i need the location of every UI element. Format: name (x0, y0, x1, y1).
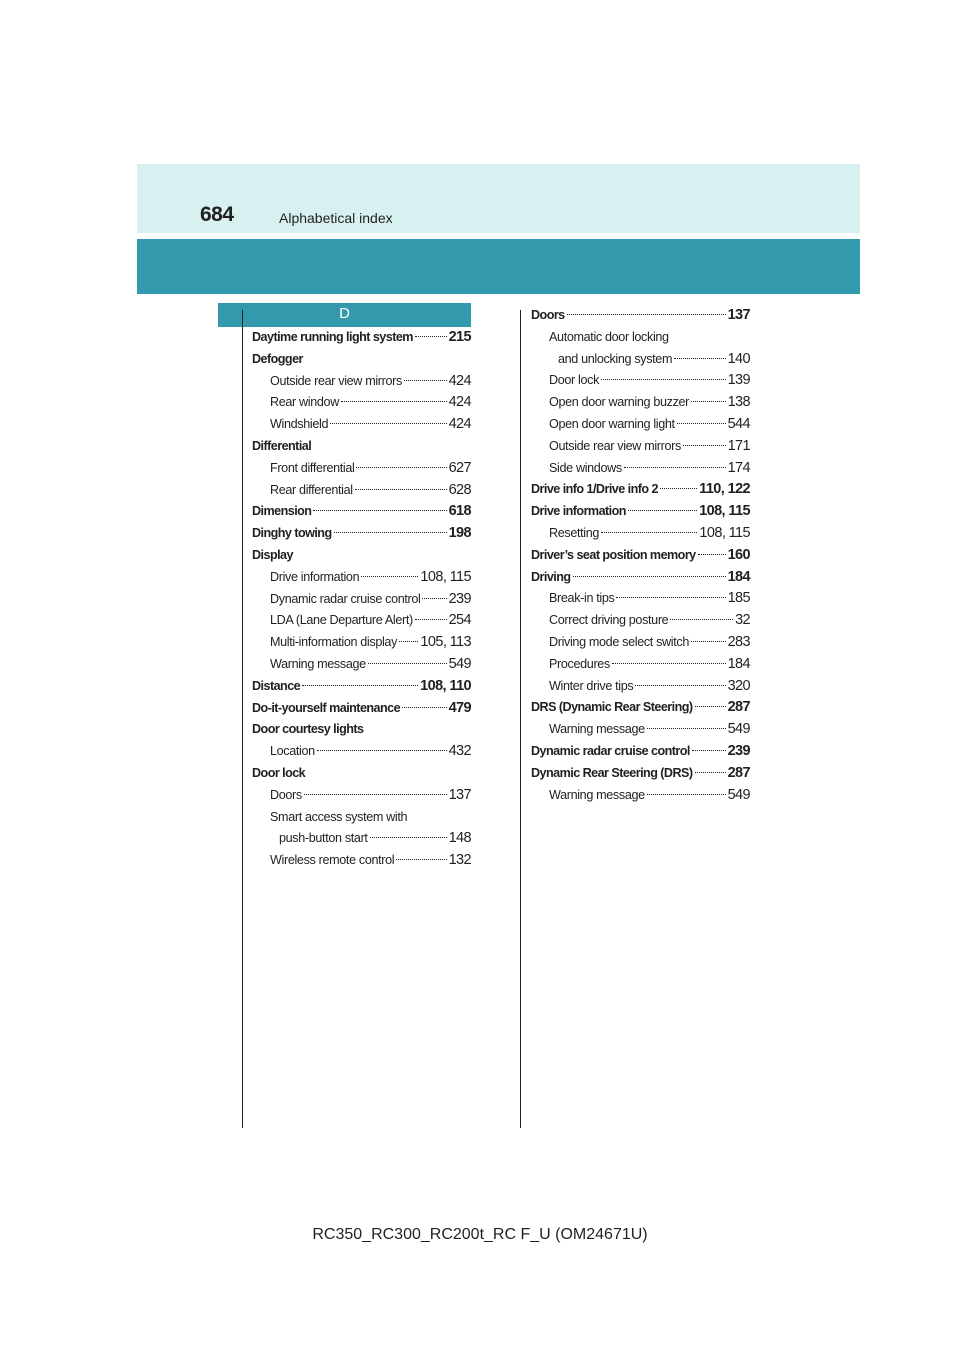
index-term: Smart access system with (270, 809, 408, 824)
index-term: Dinghy towing (252, 526, 332, 541)
index-entry (531, 567, 750, 589)
page-reference[interactable]: 148 (448, 830, 471, 847)
dot-leader (302, 685, 418, 686)
index-term: Doors (270, 787, 302, 802)
index-entry (531, 697, 750, 719)
dot-leader (601, 532, 697, 533)
dot-leader (334, 532, 447, 533)
index-term: Door lock (549, 373, 600, 388)
index-entry (252, 436, 471, 458)
index-term: Defogger (252, 351, 303, 366)
dot-leader (317, 750, 447, 751)
page-reference[interactable]: 171 (727, 437, 750, 454)
page-reference[interactable]: 320 (727, 677, 750, 694)
index-term: Drive info 1/Drive info 2 (531, 482, 658, 497)
page-title: Alphabetical index (279, 210, 393, 226)
index-entry (252, 349, 471, 371)
dot-leader (660, 488, 697, 489)
dot-leader (635, 685, 725, 686)
index-entry (531, 458, 750, 480)
index-term: Side windows (549, 460, 622, 475)
index-term: Dimension (252, 504, 312, 519)
index-term: Open door warning buzzer (549, 395, 690, 410)
index-entry (531, 414, 750, 436)
index-entry (531, 349, 750, 371)
index-term: Automatic door locking (549, 329, 669, 344)
dot-leader (612, 663, 726, 664)
index-term: and unlocking system (558, 351, 673, 366)
dot-leader (695, 772, 726, 773)
dot-leader (647, 794, 726, 795)
index-entry (252, 523, 471, 545)
index-term: Daytime running light system (252, 330, 413, 344)
page-reference[interactable]: 185 (727, 590, 750, 607)
index-term: Dynamic radar cruise control (531, 743, 690, 758)
page-reference[interactable]: 184 (727, 568, 750, 585)
index-term: Warning message (270, 656, 366, 671)
dot-leader (674, 358, 725, 359)
right-column-rule (520, 310, 521, 1128)
page-reference[interactable]: 137 (727, 307, 750, 323)
dot-leader (628, 510, 697, 511)
index-entry (531, 392, 750, 414)
index-term: Correct driving posture (549, 613, 669, 628)
dot-leader (356, 467, 446, 468)
dot-leader (683, 445, 726, 446)
page-reference[interactable]: 424 (448, 416, 471, 433)
dot-leader (341, 401, 447, 402)
index-entry (531, 654, 750, 676)
index-term: Distance (252, 678, 301, 693)
index-term: Driving (531, 569, 571, 584)
header-bar (137, 239, 860, 294)
page-reference[interactable]: 32 (735, 612, 750, 629)
index-term: LDA (Lane Departure Alert) (270, 613, 413, 628)
index-entry (531, 479, 750, 501)
page-reference[interactable]: 138 (727, 394, 750, 411)
index-term: Differential (252, 438, 312, 453)
index-term: Doors (531, 308, 565, 322)
page-reference[interactable]: 239 (727, 742, 750, 759)
index-entry (252, 654, 471, 676)
index-term: Resetting (549, 525, 600, 540)
index-entry (252, 480, 471, 502)
index-entry (252, 850, 471, 872)
page-reference[interactable]: 549 (448, 655, 471, 672)
index-entry (531, 676, 750, 698)
index-term: Rear window (270, 395, 339, 410)
dot-leader (313, 510, 446, 511)
left-column-rule (242, 310, 243, 1128)
header-band (137, 164, 860, 233)
index-term: Driving mode select switch (549, 634, 689, 649)
page-reference[interactable]: 544 (727, 415, 750, 432)
index-term: Outside rear view mirrors (270, 373, 402, 388)
dot-leader (567, 314, 726, 315)
dot-leader (573, 576, 726, 577)
page-reference[interactable]: 239 (448, 590, 471, 607)
footer-manual-code: RC350_RC300_RC200t_RC F_U (OM24671U) (312, 1226, 648, 1243)
index-term: Drive information (531, 504, 626, 519)
index-term: Open door warning light (549, 416, 675, 431)
index-entry (252, 458, 471, 480)
dot-leader (330, 423, 446, 424)
dot-leader (601, 379, 726, 380)
index-entry (252, 698, 471, 720)
index-term: Drive information (270, 569, 360, 584)
dot-leader (691, 401, 726, 402)
page-reference[interactable]: 215 (448, 329, 471, 345)
page-reference[interactable]: 110, 122 (699, 481, 750, 498)
index-term: Front differential (270, 460, 355, 475)
page-reference[interactable]: 140 (727, 350, 750, 367)
index-entry (252, 589, 471, 611)
index-entry (252, 632, 471, 654)
index-entry (531, 632, 750, 654)
index-term: Dynamic Rear Steering (DRS) (531, 765, 693, 780)
index-term: Dynamic radar cruise control (270, 591, 421, 606)
section-letter: D (218, 303, 471, 327)
dot-leader (616, 597, 725, 598)
index-term: push-button start (279, 831, 368, 846)
index-entry (531, 588, 750, 610)
index-entry (531, 785, 750, 807)
index-term: Procedures (549, 656, 610, 671)
page-reference[interactable]: 108, 115 (420, 568, 471, 585)
index-entry (531, 610, 750, 632)
index-entry (252, 676, 471, 698)
index-entry (252, 371, 471, 393)
index-term: Outside rear view mirrors (549, 438, 681, 453)
page-reference[interactable]: 628 (448, 481, 471, 498)
dot-leader (368, 663, 447, 664)
page-reference[interactable]: 108, 110 (420, 677, 471, 694)
index-entry (531, 523, 750, 545)
index-entry (252, 414, 471, 436)
index-term: Break-in tips (549, 591, 615, 606)
index-entry (252, 610, 471, 632)
page-reference[interactable]: 108, 115 (699, 503, 750, 520)
page-reference[interactable]: 424 (448, 372, 471, 389)
index-term: Do-it-yourself maintenance (252, 700, 401, 715)
index-term: Winter drive tips (549, 678, 634, 693)
dot-leader (677, 423, 726, 424)
index-entry (252, 392, 471, 414)
index-term: Rear differential (270, 482, 353, 497)
index-term: Multi-information display (270, 635, 398, 650)
page-reference[interactable]: 132 (448, 852, 471, 869)
index-term: Door lock (252, 765, 306, 780)
index-entry (531, 501, 750, 523)
index-entry (531, 436, 750, 458)
page-reference[interactable]: 283 (727, 633, 750, 650)
index-column-right (531, 305, 750, 806)
index-entry (531, 370, 750, 392)
index-entry (252, 828, 471, 850)
page-reference[interactable]: 254 (448, 612, 471, 629)
dot-leader (361, 576, 418, 577)
index-term: Wireless remote control (270, 853, 395, 868)
index-entry (252, 741, 471, 763)
index-entry (252, 501, 471, 523)
dot-leader (399, 641, 418, 642)
index-term: Driver’s seat position memory (531, 547, 696, 562)
dot-leader (402, 707, 447, 708)
page-reference[interactable]: 184 (727, 655, 750, 672)
page-reference[interactable]: 198 (448, 525, 471, 542)
index-entry (531, 327, 750, 349)
dot-leader (624, 467, 726, 468)
dot-leader (396, 859, 446, 860)
index-term: DRS (Dynamic Rear Steering) (531, 700, 693, 715)
dot-leader (370, 837, 447, 838)
dot-leader (355, 489, 447, 490)
index-entry (252, 785, 471, 807)
dot-leader (670, 619, 733, 620)
index-entry (252, 719, 471, 741)
page-reference[interactable]: 137 (448, 786, 471, 803)
dot-leader (695, 706, 726, 707)
index-entry (252, 327, 471, 349)
page-reference[interactable]: 627 (448, 459, 471, 476)
dot-leader (698, 554, 726, 555)
dot-leader (304, 794, 447, 795)
page-reference[interactable]: 287 (727, 699, 750, 716)
page-reference[interactable]: 479 (448, 699, 471, 716)
page-reference[interactable]: 287 (727, 764, 750, 781)
dot-leader (422, 598, 446, 599)
index-term: Windshield (270, 417, 329, 432)
page-reference[interactable]: 160 (727, 546, 750, 563)
page-reference[interactable]: 139 (727, 372, 750, 389)
index-column-left (252, 327, 471, 872)
index-term: Location (270, 744, 315, 759)
dot-leader (691, 641, 726, 642)
page-reference[interactable]: 549 (727, 721, 750, 738)
dot-leader (415, 619, 447, 620)
dot-leader (404, 380, 447, 381)
index-term: Warning message (549, 722, 645, 737)
page-reference[interactable]: 424 (448, 394, 471, 411)
page-reference[interactable]: 108, 115 (699, 524, 750, 541)
index-entry (252, 763, 471, 785)
index-entry (531, 305, 750, 327)
page-reference[interactable]: 618 (448, 503, 471, 520)
index-term: Display (252, 547, 293, 562)
page-reference[interactable]: 549 (727, 786, 750, 803)
dot-leader (415, 336, 447, 337)
index-entry (252, 545, 471, 567)
index-entry (531, 545, 750, 567)
dot-leader (692, 750, 726, 751)
page-number: 684 (200, 203, 234, 226)
index-entry (531, 719, 750, 741)
index-entry (252, 567, 471, 589)
dot-leader (647, 728, 726, 729)
page-reference[interactable]: 105, 113 (420, 634, 471, 651)
index-entry (531, 741, 750, 763)
index-term: Door courtesy lights (252, 722, 364, 737)
index-entry (252, 807, 471, 829)
index-entry (531, 763, 750, 785)
page-reference[interactable]: 432 (448, 743, 471, 760)
page-reference[interactable]: 174 (727, 459, 750, 476)
index-term: Warning message (549, 787, 645, 802)
